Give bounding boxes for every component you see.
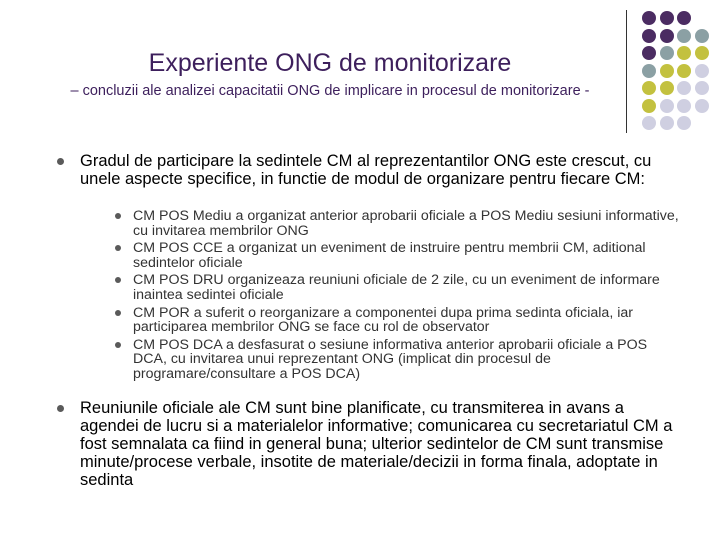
sub-bullet-item [133, 306, 683, 335]
decorative-dot [695, 99, 709, 113]
bullet-icon [115, 310, 121, 316]
bullet-icon [115, 277, 121, 283]
bullet-icon [115, 342, 121, 348]
sub-bullet-list [133, 209, 683, 385]
decorative-dot [660, 116, 674, 130]
decorative-dot [695, 29, 709, 43]
decorative-dot [642, 116, 656, 130]
decorative-dot [677, 29, 691, 43]
sub-bullet-item [133, 338, 683, 382]
sub-bullet-text: CM POS DCA a desfasurat o sesiune informativa anterior aprobarii oficiale a POS DCA, cu invitarea unui reprezentant ONG (implicat din procesul de programare/consultare a POS DCA) [133, 336, 648, 382]
decorative-dot [660, 29, 674, 43]
sub-bullet-text: CM POS Mediu a organizat anterior aprobarii oficiale a POS Mediu sesiuni informative, cu invitarea membrilor ONG [133, 208, 679, 239]
decorative-dot [642, 11, 656, 25]
decorative-dot [660, 64, 674, 78]
decorative-dot [660, 99, 674, 113]
bullet-icon [115, 245, 121, 251]
decorative-dot [695, 64, 709, 78]
decorative-dot [642, 99, 656, 113]
decorative-dot [677, 116, 691, 130]
sub-bullet-item [133, 241, 683, 270]
slide-subtitle: – concluzii ale analizei capacitatii ONG de implicare in procesul de monitorizare - [70, 83, 590, 99]
bullet-icon [115, 213, 121, 219]
bullet-icon [57, 158, 64, 165]
decorative-dot [677, 64, 691, 78]
decorative-dot [695, 81, 709, 95]
decorative-dot [677, 99, 691, 113]
decorative-dot [660, 46, 674, 60]
decorative-dot [642, 29, 656, 43]
bullet-icon [57, 405, 64, 412]
sub-bullet-text: CM POS CCE a organizat un eveniment de instruire pentru membrii CM, aditional sedintelor oficiale [133, 240, 646, 271]
decorative-dot [695, 46, 709, 60]
slide-title: Experiente ONG de monitorizare [148, 49, 512, 77]
decorative-dot [677, 81, 691, 95]
sub-bullet-text: CM POR a suferit o reorganizare a componentei dupa prima sedinta oficiala, iar participarea membrilor ONG se face cu rol de observator [133, 304, 633, 336]
sub-bullet-text: CM POS DRU organizeaza reuniuni oficiale de 2 zile, cu un eveniment de informare inaintea sedintei oficiale [133, 272, 660, 303]
sub-bullet-item [133, 273, 683, 302]
decorative-dot [677, 46, 691, 60]
decorative-dot [677, 11, 691, 25]
decorative-dot [660, 11, 674, 25]
main-bullet-2: Reuniunile oficiale ale CM sunt bine planificate, cu transmiterea in avans a agendei de lucru si a materialelor informative; comunicarea cu secretariatul CM a fost semnalata ca fiind in general buna; ulterior sedintelor de CM sunt transmise minute/procese verbale, insotite de materiale/decizii in forma finala, adoptate in sedinta [80, 399, 673, 489]
main-bullet-1: Gradul de participare la sedintele CM al reprezentantilor ONG este crescut, cu unele aspecte specifice, in functie de modul de organizare pentru fiecare CM: [80, 152, 652, 188]
decorative-dot [660, 81, 674, 95]
sub-bullet-item [133, 209, 683, 238]
